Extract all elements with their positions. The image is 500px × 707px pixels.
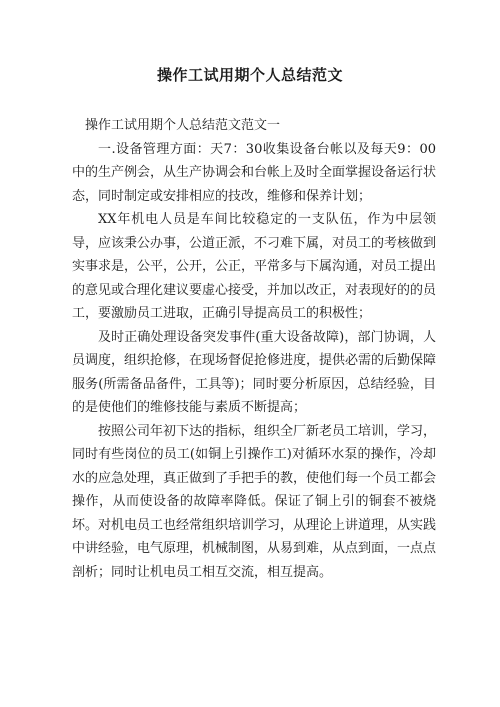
document-title: 操作工试用期个人总结范文	[156, 66, 343, 84]
paragraph-staff-management: XX年机电人员是车间比较稳定的一支队伍，作为中层领导，应该秉公办事，公道正派，不刁难下属，对员工的考核做到实事求是，公平，公开，公正，平常多与下属沟通，对员工提出的意见或合理化建议要虚心接受，并加以改正，对表现好的的员工，要激励员工进取，正确引导提高员工的积极性；	[72, 212, 437, 321]
paragraph-training: 按照公司年初下达的指标，组织全厂新老员工培训，学习，同时有些岗位的员工(如铜上引操作工)对循环水泵的操作，冷却水的应急处理，真正做到了手把手的教，使他们每一个员工都会操作，从而使设备的故障率降低。保证了铜上引的铜套不被烧坏。对机电员工也经常组织培训学习，从理论上讲道理，从实践中讲经验，电气原理，机械制图，从易到难，从点到面，一点点剖析；同时让机电员工相互交流，相互提高。	[72, 423, 437, 580]
paragraph-equipment-management: 一.设备管理方面：天7：30收集设备台帐以及每天9：00中的生产例会，从生产协调会和台帐上及时全面掌握设备运行状态，同时制定或安排相应的技改，维修和保养计划；	[72, 141, 437, 204]
document-subtitle: 操作工试用期个人总结范文范文一	[85, 118, 281, 133]
paragraph-emergency-handling: 及时正确处理设备突发事件(重大设备故障)，部门协调，人员调度，组织抢修，在现场督促抢修进度，提供必需的后勤保障服务(所需备品备件，工具等)；同时要分析原因，总结经验，目的是使他们的维修技能与素质不断提高；	[72, 329, 437, 415]
document-body	[72, 114, 436, 584]
